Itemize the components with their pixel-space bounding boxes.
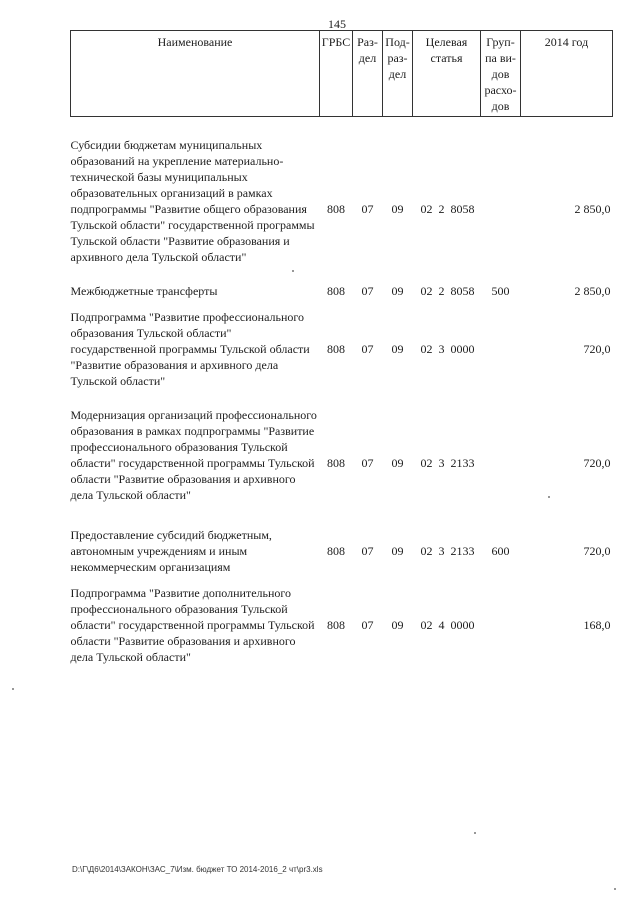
table-row xyxy=(71,283,613,309)
row-razdel: 07 xyxy=(361,284,374,298)
row-amount: 720,0 xyxy=(583,544,611,558)
row-group: 600 xyxy=(491,544,510,558)
row-name: Межбюджетные трансферты xyxy=(70,284,218,298)
row-podrazdel: 09 xyxy=(391,456,404,470)
table-row xyxy=(71,407,613,527)
row-name: Модернизация организаций профессионального образования в рамках подпрограммы "Развитие профессионального образования Тульской области" государственной программы Тульской области "Развитие образования и архивного дела Тульской области" xyxy=(70,408,317,502)
row-amount: 720,0 xyxy=(583,456,611,470)
table-row xyxy=(71,585,613,675)
row-grbs: 808 xyxy=(327,342,345,356)
row-podrazdel: 09 xyxy=(391,284,404,298)
page-number: 145 xyxy=(328,17,346,31)
row-target: 02 2 8058 xyxy=(420,284,475,298)
row-group xyxy=(481,407,521,527)
row-grbs: 808 xyxy=(327,544,345,558)
header-group: Груп-па ви-дов расхо-дов xyxy=(481,31,521,117)
spacer-row xyxy=(71,117,613,138)
row-group xyxy=(481,585,521,675)
row-razdel: 07 xyxy=(361,618,374,632)
row-grbs: 808 xyxy=(327,202,345,216)
row-target: 02 3 0000 xyxy=(420,342,475,356)
row-razdel: 07 xyxy=(361,202,374,216)
table-header-row xyxy=(71,31,613,117)
row-amount: 720,0 xyxy=(583,342,611,356)
header-target: Целевая статья xyxy=(413,31,481,117)
header-year: 2014 год xyxy=(521,31,613,117)
row-amount: 2 850,0 xyxy=(574,284,611,298)
table-row xyxy=(71,309,613,407)
row-grbs: 808 xyxy=(327,456,345,470)
table-row xyxy=(71,527,613,585)
row-amount: 168,0 xyxy=(583,618,611,632)
header-grbs: ГРБС xyxy=(320,31,353,117)
header-podrazdel: Под-раз-дел xyxy=(383,31,413,117)
row-razdel: 07 xyxy=(361,544,374,558)
scan-speck xyxy=(474,832,476,834)
header-razdel: Раз-дел xyxy=(353,31,383,117)
header-name: Наименование xyxy=(71,31,320,117)
budget-table xyxy=(70,30,613,675)
scan-speck xyxy=(614,888,616,890)
row-podrazdel: 09 xyxy=(391,202,404,216)
row-target: 02 4 0000 xyxy=(420,618,475,632)
row-name: Предоставление субсидий бюджетным, автономным учреждениям и иным некоммерческим организациям xyxy=(70,528,272,574)
row-name: Подпрограмма "Развитие дополнительного профессионального образования Тульской области" государственной программы Тульской области "Развитие образования и архивного дела Тульской области" xyxy=(70,586,315,664)
scan-speck xyxy=(12,688,14,690)
row-razdel: 07 xyxy=(361,456,374,470)
row-target: 02 3 2133 xyxy=(420,544,475,558)
row-podrazdel: 09 xyxy=(391,342,404,356)
row-amount: 2 850,0 xyxy=(574,202,611,216)
row-grbs: 808 xyxy=(327,618,345,632)
row-group: 500 xyxy=(491,284,510,298)
row-group xyxy=(481,137,521,283)
footer-file-path: D:\Г\Д6\2014\ЗАКОН\ЗАС_7\Изм. бюджет ТО 2014-2016_2 чт\pr3.xls xyxy=(72,865,323,874)
row-target: 02 3 2133 xyxy=(420,456,475,470)
row-podrazdel: 09 xyxy=(391,618,404,632)
row-group xyxy=(481,309,521,407)
row-name: Подпрограмма "Развитие профессионального образования Тульской области" государственной программы Тульской области "Развитие образования и архивного дела Тульской области" xyxy=(70,310,310,388)
row-name: Субсидии бюджетам муниципальных образований на укрепление материально-технической базы муниципальных образовательных организаций в рамках подпрограммы "Развитие общего образования Тульской области" государственной программы Тульской области "Развитие образования и архивного дела Тульской области" xyxy=(70,138,315,264)
scan-speck xyxy=(548,496,550,498)
row-razdel: 07 xyxy=(361,342,374,356)
scan-speck xyxy=(292,270,294,272)
table-row xyxy=(71,137,613,283)
row-grbs: 808 xyxy=(327,284,345,298)
row-podrazdel: 09 xyxy=(391,544,404,558)
row-target: 02 2 8058 xyxy=(420,202,475,216)
